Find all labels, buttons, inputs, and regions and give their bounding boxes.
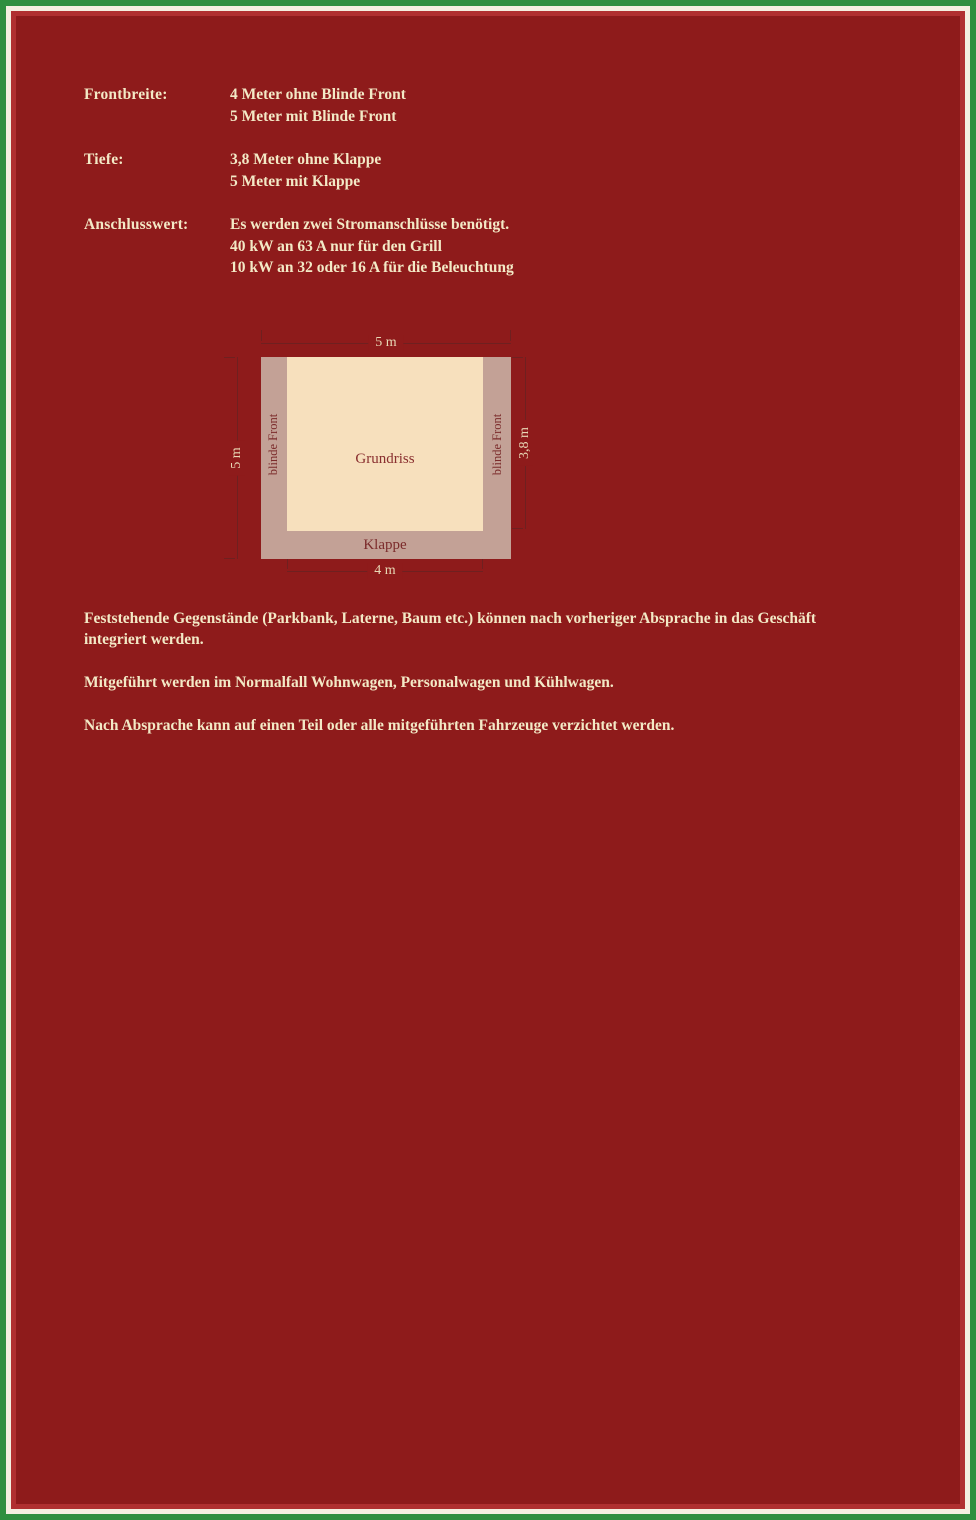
dimension-label-bottom: 4 m [367, 563, 402, 579]
spec-values-anschlusswert [230, 214, 514, 279]
blinde-front-left [261, 357, 287, 531]
dimension-label-left: 5 m [229, 440, 245, 475]
dimension-tick [510, 330, 511, 341]
spec-value-line: 5 Meter mit Klappe [230, 172, 361, 190]
floorplan-interior [287, 357, 483, 559]
blinde-front-right-label: blinde Front [490, 413, 505, 475]
spec-values-tiefe [230, 149, 381, 192]
spec-row-frontbreite [84, 84, 864, 127]
dimension-tick [261, 330, 262, 341]
spec-value-line: 5 Meter mit Blinde Front [230, 107, 397, 125]
dimension-label-top: 5 m [368, 335, 403, 351]
spec-value-line: 40 kW an 63 A nur für den Grill [230, 237, 442, 255]
dimension-tick [224, 357, 235, 358]
dimension-right [517, 357, 533, 529]
dimension-tick [224, 558, 235, 559]
note-paragraph: Feststehende Gegenstände (Parkbank, Laterne, Baum etc.) können nach vorheriger Absprache in das Geschäft integriert werden. [84, 610, 817, 648]
spec-label-anschlusswert: Anschlusswert: [84, 216, 189, 233]
dimension-tick [482, 558, 483, 569]
spec-label-frontbreite: Frontbreite: [84, 86, 168, 103]
klappe-area: Klappe [287, 531, 483, 559]
dimension-tick [512, 357, 523, 358]
page-background [16, 16, 960, 1504]
dimension-label-right: 3,8 m [517, 420, 533, 466]
dimension-bottom [287, 563, 483, 579]
spec-value-line: 4 Meter ohne Blinde Front [230, 86, 406, 103]
note-paragraph: Mitgeführt werden im Normalfall Wohnwagen, Personalwagen und Kühlwagen. [84, 674, 614, 691]
spec-label-tiefe: Tiefe: [84, 151, 124, 168]
dimension-tick [287, 558, 288, 569]
blinde-front-left-label: blinde Front [266, 413, 281, 475]
spec-values-frontbreite [230, 84, 406, 127]
blinde-front-right [485, 357, 511, 531]
dimension-tick [512, 528, 523, 529]
note-paragraph: Nach Absprache kann auf einen Teil oder alle mitgeführten Fahrzeuge verzichtet werden. [84, 717, 675, 734]
dimension-top [261, 335, 511, 351]
spec-value-line: 3,8 Meter ohne Klappe [230, 151, 382, 168]
spec-value-line: Es werden zwei Stromanschlüsse benötigt. [230, 216, 510, 233]
spec-value-line: 10 kW an 32 oder 16 A für die Beleuchtung [230, 259, 514, 276]
specifications-block [84, 84, 864, 301]
floorplan-outline [261, 357, 511, 559]
spec-row-tiefe [84, 149, 864, 192]
floorplan-center-label: Grundriss [355, 451, 415, 467]
floorplan-diagram [221, 331, 551, 591]
notes-block [84, 608, 874, 758]
dimension-left [229, 357, 245, 559]
spec-row-anschlusswert [84, 214, 864, 279]
